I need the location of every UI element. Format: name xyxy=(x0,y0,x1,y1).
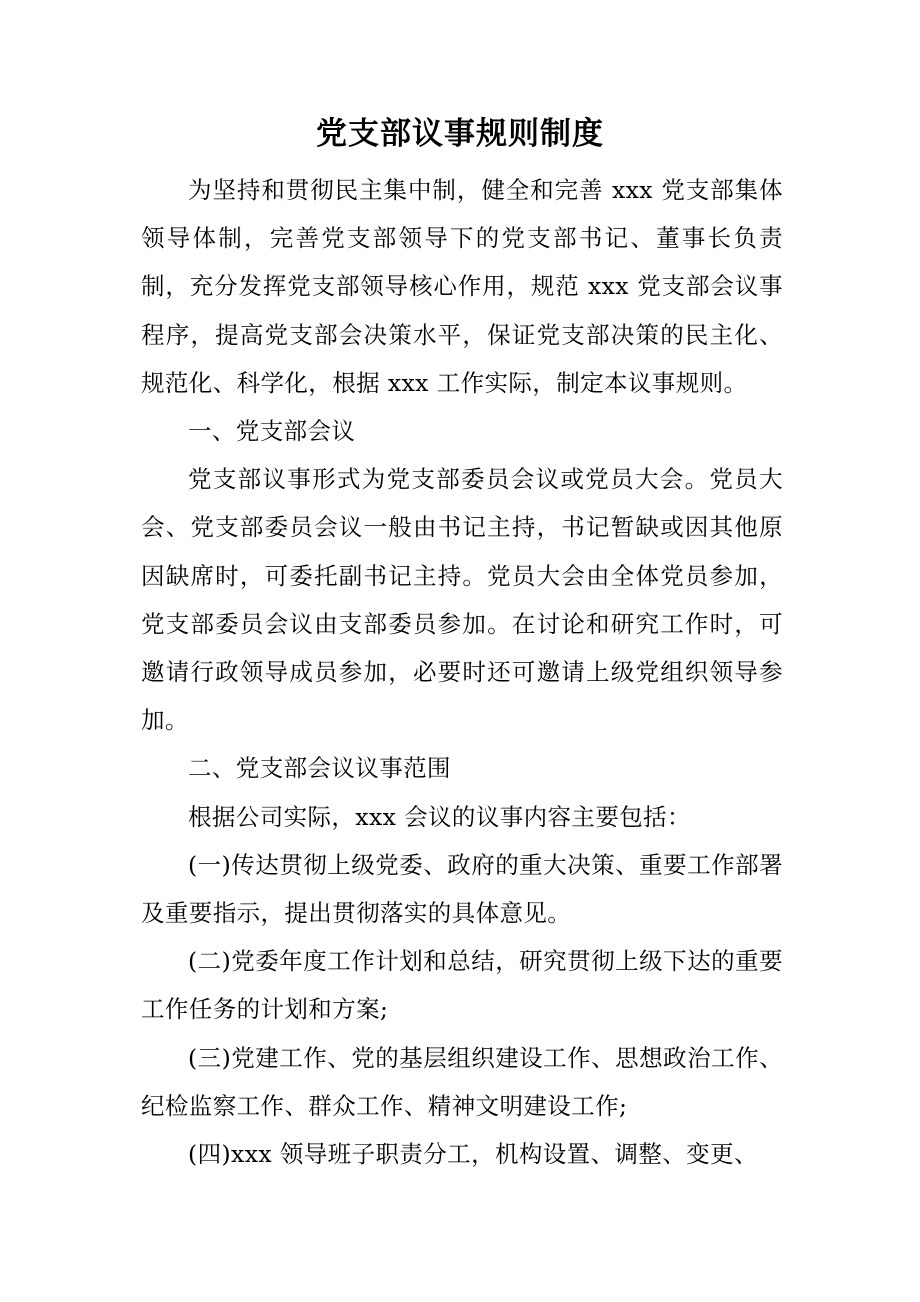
list-item-2: (二)党委年度工作计划和总结，研究贯彻上级下达的重要工作任务的计划和方案; xyxy=(141,947,783,1024)
section-heading-2: 二、党支部会议议事范围 xyxy=(188,754,451,783)
section-heading-1: 一、党支部会议 xyxy=(188,417,356,446)
list-item-4: (四)xxx 领导班子职责分工，机构设置、调整、变更、 xyxy=(188,1140,758,1169)
paragraph-intro: 为坚持和贯彻民主集中制，健全和完善 xxx 党支部集体领导体制，完善党支部领导下的党支部书记、董事长负责制，充分发挥党支部领导核心作用，规范 xxx 党支部会议事程序，提高党支部会决策水平，保证党支部决策的民主化、规范化、科学化，根据 xxx 工作实际，制定本议事规则。 xyxy=(141,176,783,397)
paragraph-meeting-form: 党支部议事形式为党支部委员会议或党员大会。党员大会、党支部委员会议一般由书记主持，书记暂缺或因其他原因缺席时，可委托副书记主持。党员大会由全体党员参加，党支部委员会议由支部委员参加。在讨论和研究工作时，可邀请行政领导成员参加，必要时还可邀请上级党组织领导参加。 xyxy=(141,465,783,735)
list-item-3: (三)党建工作、党的基层组织建设工作、思想政治工作、纪检监察工作、群众工作、精神文明建设工作; xyxy=(141,1043,783,1120)
document-body xyxy=(141,166,783,1178)
paragraph-scope-intro: 根据公司实际，xxx 会议的议事内容主要包括： xyxy=(188,802,691,831)
list-item-1: (一)传达贯彻上级党委、政府的重大决策、重要工作部署及重要指示，提出贯彻落实的具体意见。 xyxy=(141,850,783,928)
document-title: 党支部议事规则制度 xyxy=(316,116,604,152)
